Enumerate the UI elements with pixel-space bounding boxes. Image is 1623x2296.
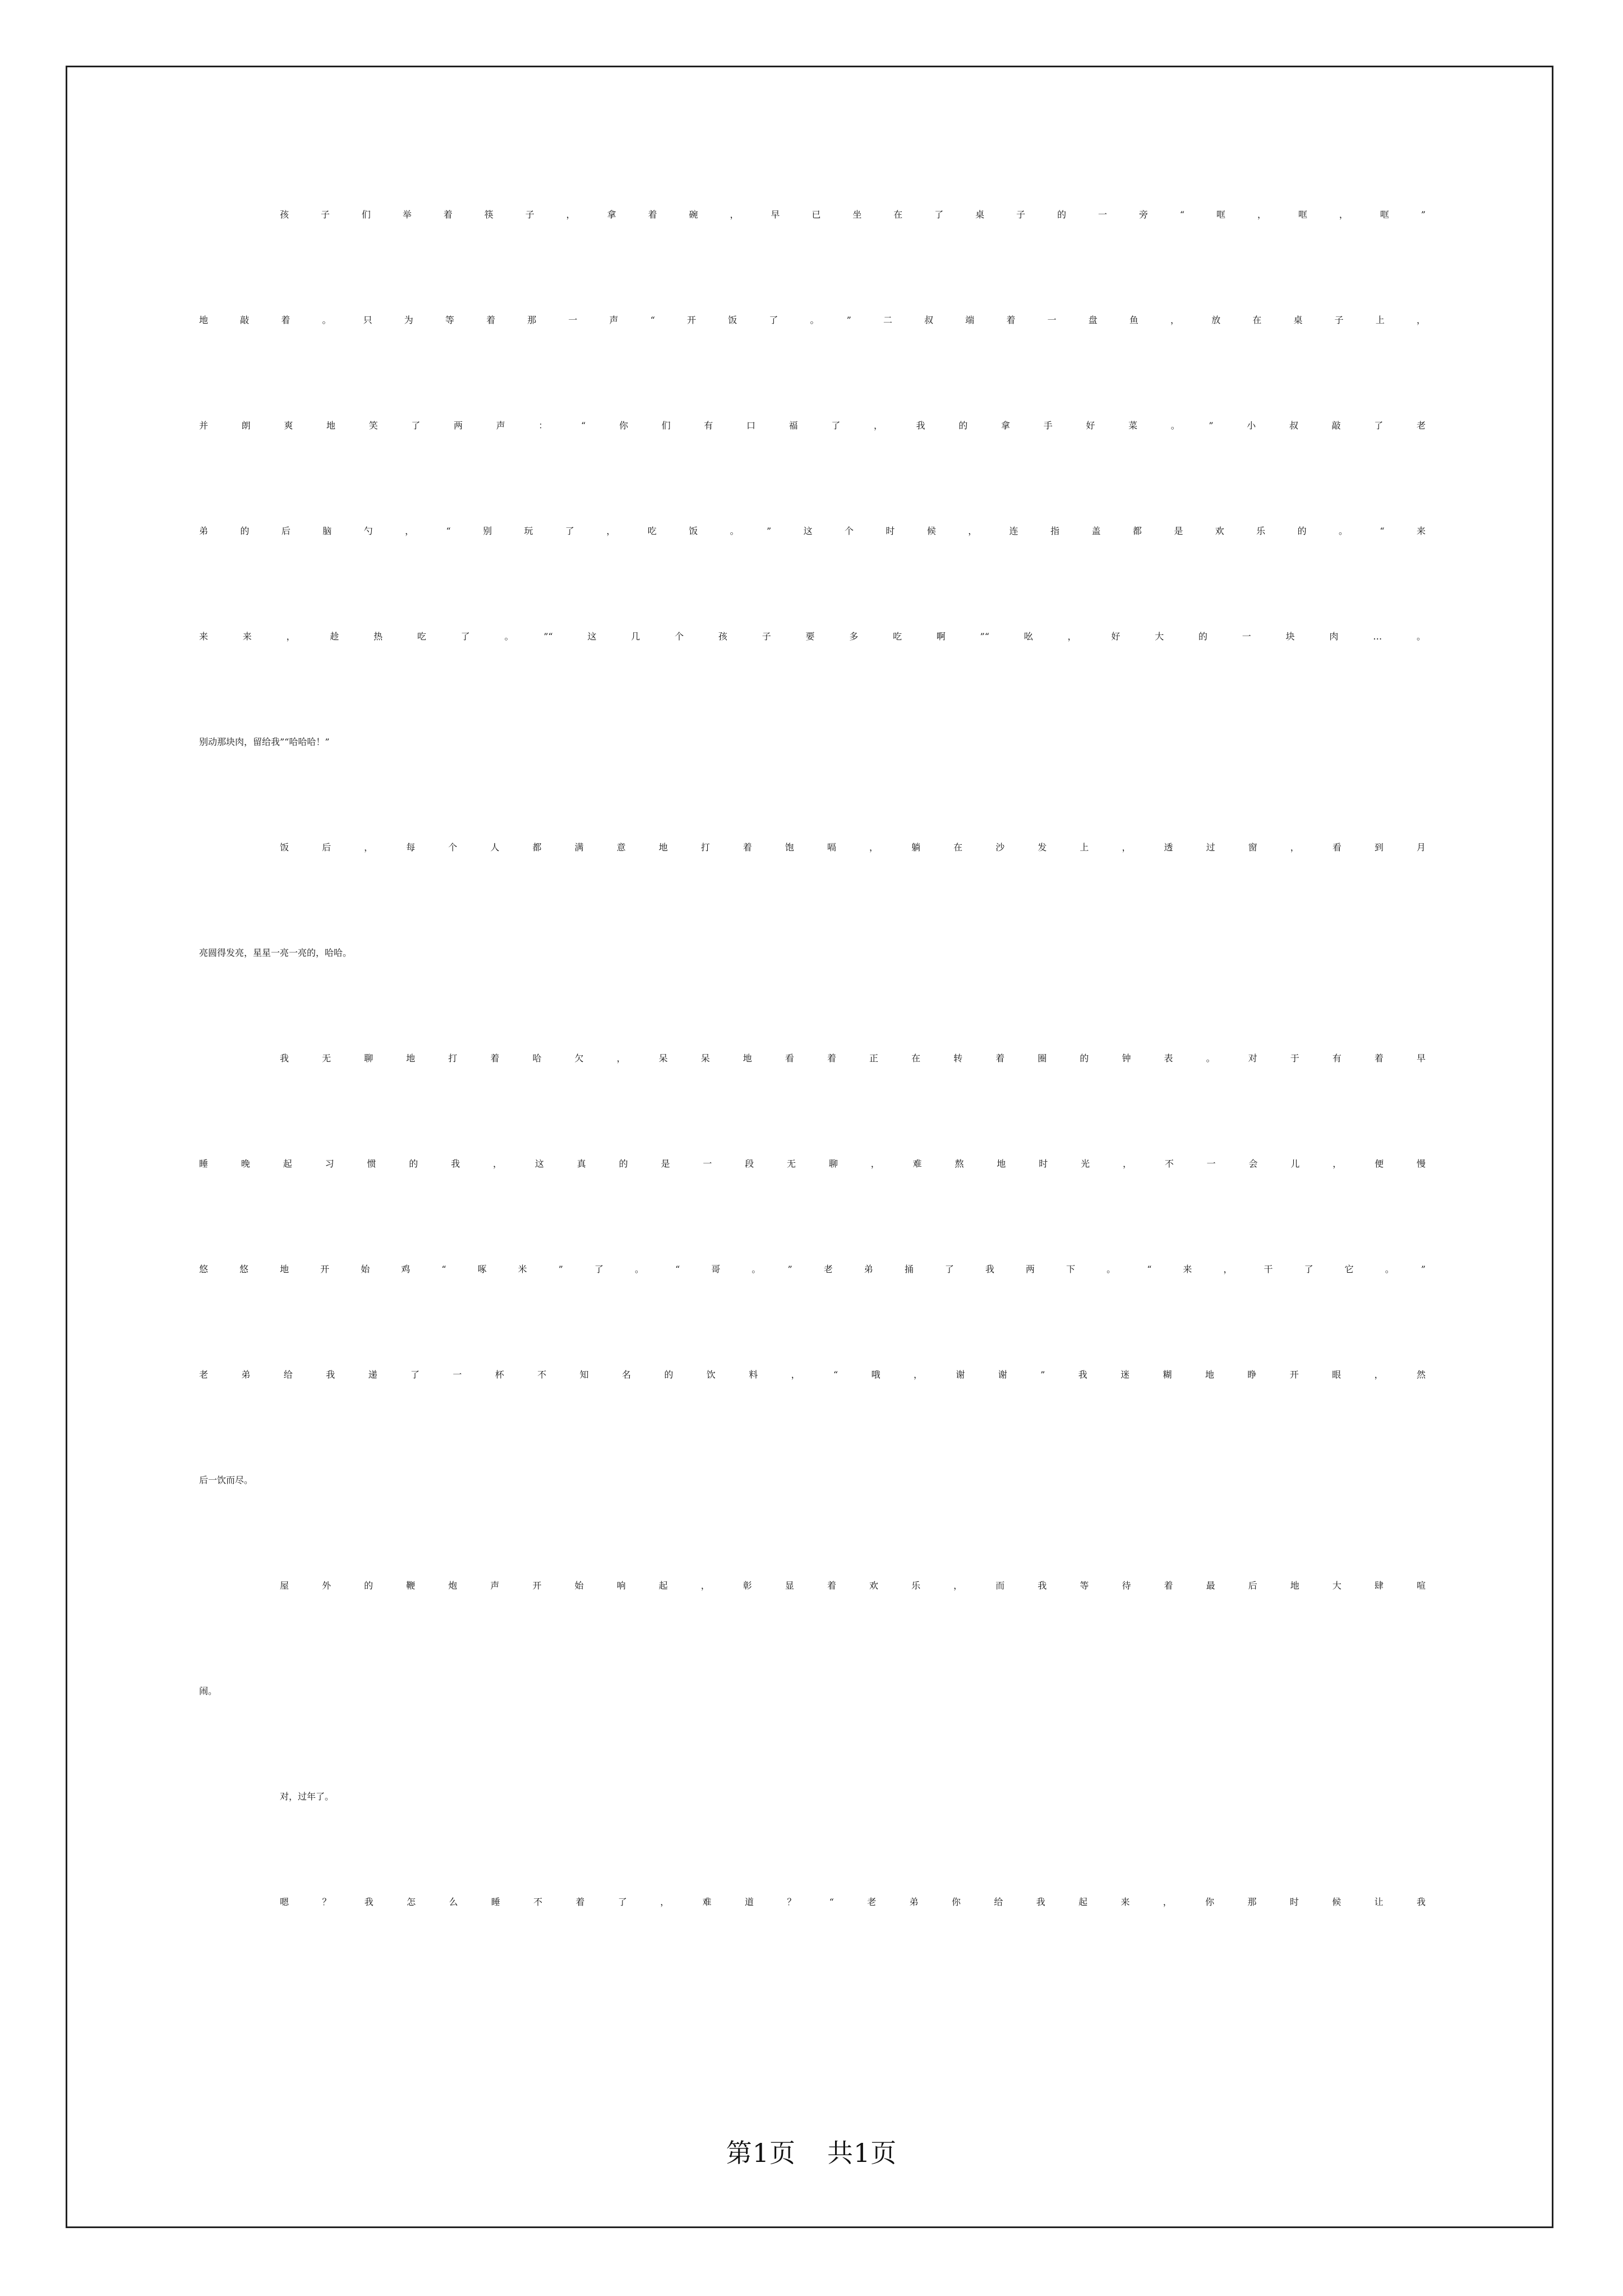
text-line: 弟的后脑勺，“别玩了，吃饭。”这个时候，连指盖都是欢乐的。“来 <box>199 526 1426 536</box>
text-line: 对，过年了。 <box>280 1791 334 1802</box>
text-line: 悠悠地开始鸡“啄米”了。“哥。”老弟捅了我两下。“来，干了它。” <box>199 1264 1426 1274</box>
page-number: 第1页 <box>726 2138 796 2168</box>
page-total: 共1页 <box>827 2138 897 2168</box>
text-line: 我无聊地打着哈欠，呆呆地看着正在转着圈的钟表。对于有着早 <box>280 1053 1426 1064</box>
text-line: 饭后，每个人都满意地打着饱嗝，躺在沙发上，透过窗，看到月 <box>280 842 1426 853</box>
text-line: 睡晚起习惯的我，这真的是一段无聊，难熬地时光，不一会儿，便慢 <box>199 1158 1426 1169</box>
page-footer <box>0 2133 1623 2170</box>
text-line: 别动那块肉，留给我”“哈哈哈！” <box>199 737 330 747</box>
document-body <box>199 208 1426 2000</box>
text-line: 嗯？我怎么睡不着了，难道？“老弟你给我起来，你那时候让我 <box>280 1897 1426 1907</box>
text-line: 并朗爽地笑了两声：“你们有口福了，我的拿手好菜。”小叔敲了老 <box>199 420 1426 431</box>
text-line: 后一饮而尽。 <box>199 1475 253 1485</box>
text-line: 来来，趁热吃了。”“这几个孩子要多吃啊”“吆，好大的一块肉…。 <box>199 631 1426 642</box>
text-line: 孩子们举着筷子，拿着碗，早已坐在了桌子的一旁“哐，哐，哐” <box>280 209 1426 220</box>
text-line: 地敲着。只为等着那一声“开饭了。”二叔端着一盘鱼，放在桌子上， <box>199 315 1426 325</box>
text-line: 闹。 <box>199 1686 218 1696</box>
text-line: 老弟给我递了一杯不知名的饮料，“哦，谢谢”我迷糊地睁开眼，然 <box>199 1369 1426 1380</box>
text-line: 亮圆得发亮，星星一亮一亮的，哈哈。 <box>199 947 352 958</box>
text-line: 屋外的鞭炮声开始响起，彰显着欢乐，而我等待着最后地大肆喧 <box>280 1580 1426 1591</box>
